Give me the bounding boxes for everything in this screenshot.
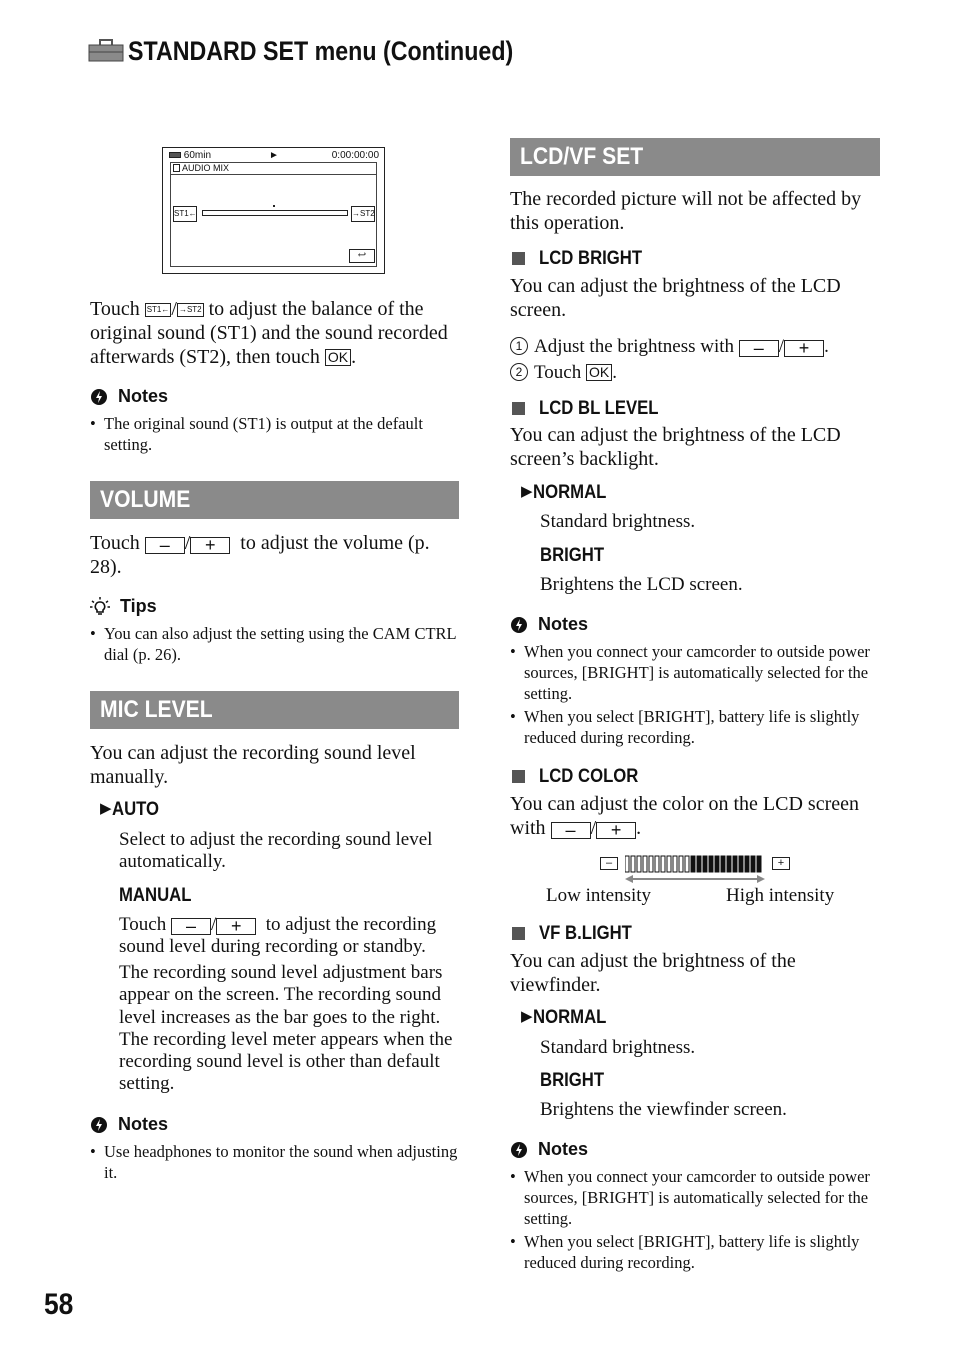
intensity-bar-segment bbox=[727, 856, 731, 872]
page-header bbox=[88, 34, 576, 68]
battery-time: 60min bbox=[183, 150, 212, 161]
audio-mix-instructions: Touch ST1← / →ST2 to adjust the balance of the original sound (ST1) and the sound recorded afterwards (ST2), then touch OK . bbox=[90, 298, 448, 368]
default-marker-icon: ▶ bbox=[521, 484, 533, 500]
square-bullet-icon bbox=[512, 927, 525, 940]
lightbulb-icon bbox=[90, 597, 110, 617]
intensity-bar-segment bbox=[751, 856, 755, 872]
lcd-vf-desc: The recorded picture will not be affected by this operation. bbox=[510, 188, 862, 234]
option-manual-desc: Touch – / + to adjust the recording sound level during recording or standby. bbox=[119, 914, 437, 957]
option-bright: BRIGHT bbox=[540, 545, 605, 566]
plus-button-icon: + bbox=[216, 918, 256, 935]
notes-section bbox=[90, 386, 462, 457]
arrow-left-icon: ← bbox=[188, 209, 197, 218]
intensity-bar-segment bbox=[631, 856, 635, 872]
lcd-color-desc: You can adjust the color on the LCD screen with – / + . bbox=[510, 793, 860, 840]
intensity-bar-segment bbox=[757, 856, 761, 872]
option-manual: MANUAL bbox=[119, 885, 192, 906]
volume-section-title: VOLUME bbox=[90, 481, 459, 519]
intensity-bar-segment bbox=[679, 856, 683, 872]
minus-button-icon: – bbox=[551, 822, 591, 839]
notes-icon bbox=[510, 616, 528, 634]
intensity-bar-segment bbox=[709, 856, 713, 872]
mic-level-section-title: MIC LEVEL bbox=[90, 691, 459, 729]
return-icon: ↩ bbox=[357, 250, 367, 261]
play-icon: ► bbox=[269, 150, 279, 161]
intensity-bar-segment bbox=[733, 856, 737, 872]
square-bullet-icon bbox=[512, 252, 525, 265]
intensity-bar-segment bbox=[697, 856, 701, 872]
intensity-bar-segment bbox=[673, 856, 677, 872]
lcd-bright-step-1: 1 Adjust the brightness with – / + . bbox=[510, 336, 829, 358]
list-item: • When you select [BRIGHT], battery life is slightly reduced during recording. bbox=[510, 1231, 880, 1273]
lcd-bright-desc: You can adjust the brightness of the LCD screen. bbox=[510, 275, 841, 321]
intensity-bar-segment bbox=[685, 856, 689, 872]
intensity-bar-segment bbox=[691, 856, 695, 872]
lcd-bl-level-heading: LCD BL LEVEL bbox=[512, 398, 675, 420]
minus-button-icon: – bbox=[171, 918, 211, 935]
default-marker-icon: ▶ bbox=[100, 801, 112, 817]
lcd-bright-heading: LCD BRIGHT bbox=[512, 248, 656, 270]
notes-section bbox=[510, 614, 880, 750]
timecode: 0:00:00:00 bbox=[331, 150, 379, 161]
option-manual-desc-2: The recording sound level adjustment bars appear on the screen. The recording sound level increases as the bar goes to the right. The recording level meter appears when the recording sound level is other than default setting. bbox=[119, 962, 453, 1095]
page-number: 58 bbox=[44, 1288, 74, 1321]
notes-heading: Notes bbox=[118, 386, 169, 406]
page-title: STANDARD SET menu (Continued) bbox=[128, 35, 514, 66]
notes-icon bbox=[90, 388, 108, 406]
mic-level-desc: You can adjust the recording sound level manually. bbox=[90, 742, 416, 788]
ok-icon: OK bbox=[325, 349, 351, 366]
color-scale-illustration bbox=[600, 853, 792, 885]
intensity-bar-segment bbox=[661, 856, 665, 872]
lcd-screen-illustration bbox=[162, 147, 385, 274]
return-button[interactable] bbox=[349, 249, 375, 263]
step-number-icon: 1 bbox=[510, 337, 528, 355]
scale-minus-box: – bbox=[600, 857, 618, 870]
st2-icon: →ST2 bbox=[177, 303, 204, 317]
tips-section bbox=[90, 596, 462, 667]
intensity-bar-segment bbox=[643, 856, 647, 872]
plus-button-icon: + bbox=[596, 822, 636, 839]
intensity-bar-segment bbox=[637, 856, 641, 872]
lcd-vf-section-title: LCD/VF SET bbox=[510, 138, 880, 176]
plus-button-icon: + bbox=[190, 537, 230, 554]
arrow-right-icon: → bbox=[352, 209, 360, 218]
intensity-bar-segment bbox=[715, 856, 719, 872]
intensity-bar-segment bbox=[745, 856, 749, 872]
st1-icon: ST1← bbox=[145, 303, 172, 317]
notes-heading: Notes bbox=[538, 1139, 589, 1159]
intensity-bar-segment bbox=[625, 856, 629, 872]
list-item: • When you select [BRIGHT], battery life is slightly reduced during recording. bbox=[510, 706, 880, 748]
notes-heading: Notes bbox=[538, 614, 589, 634]
scale-plus-box: + bbox=[772, 857, 790, 870]
list-item: • Use headphones to monitor the sound when adjusting it. bbox=[90, 1141, 462, 1183]
option-auto-desc: Select to adjust the recording sound level automatically. bbox=[119, 829, 433, 872]
intensity-bar-icon bbox=[625, 855, 763, 873]
notes-icon bbox=[90, 1116, 108, 1134]
high-intensity-label: High intensity bbox=[726, 885, 835, 906]
option-normal-desc: Standard brightness. bbox=[540, 511, 696, 532]
minus-button-icon: – bbox=[739, 340, 779, 357]
volume-instructions: Touch – / + to adjust the volume (p. 28). bbox=[90, 532, 430, 578]
step-number-icon: 2 bbox=[510, 363, 528, 381]
vf-blight-heading: VF B.LIGHT bbox=[512, 923, 645, 945]
ok-icon: OK bbox=[586, 364, 612, 381]
plus-button-icon: + bbox=[784, 340, 824, 357]
option-normal: ▶NORMAL bbox=[521, 482, 606, 503]
notes-list bbox=[510, 1166, 880, 1273]
tips-heading: Tips bbox=[120, 596, 157, 616]
balance-slider[interactable] bbox=[202, 210, 348, 216]
toolbox-icon bbox=[88, 39, 124, 63]
option-normal-desc: Standard brightness. bbox=[540, 1037, 696, 1058]
screen-menu-label: AUDIO MIX bbox=[171, 163, 376, 175]
notes-list bbox=[90, 413, 462, 455]
st1-button[interactable]: ST1← bbox=[173, 206, 197, 222]
option-bright-desc: Brightens the viewfinder screen. bbox=[540, 1099, 787, 1120]
intensity-bar-segment bbox=[739, 856, 743, 872]
intensity-bar-segment bbox=[655, 856, 659, 872]
option-bright: BRIGHT bbox=[540, 1070, 605, 1091]
notes-section bbox=[510, 1139, 880, 1275]
menu-icon bbox=[173, 164, 180, 172]
notes-section bbox=[90, 1114, 462, 1185]
square-bullet-icon bbox=[512, 402, 525, 415]
list-item: • The original sound (ST1) is output at the default setting. bbox=[90, 413, 462, 455]
minus-button-icon: – bbox=[145, 537, 185, 554]
vf-blight-desc: You can adjust the brightness of the viewfinder. bbox=[510, 950, 796, 996]
intensity-bar-segment bbox=[649, 856, 653, 872]
list-item: • When you connect your camcorder to outside power sources, [BRIGHT] is automatically selected for the setting. bbox=[510, 641, 880, 704]
intensity-bar-segment bbox=[667, 856, 671, 872]
screen-menu-frame bbox=[170, 162, 377, 267]
notes-list bbox=[90, 1141, 462, 1183]
notes-heading: Notes bbox=[118, 1114, 169, 1134]
option-normal: ▶NORMAL bbox=[521, 1007, 606, 1028]
list-item: • When you connect your camcorder to outside power sources, [BRIGHT] is automatically selected for the setting. bbox=[510, 1166, 880, 1229]
st2-button[interactable]: →ST2 bbox=[351, 206, 375, 222]
option-auto: ▶AUTO bbox=[100, 799, 159, 820]
lcd-color-heading: LCD COLOR bbox=[512, 766, 652, 788]
low-intensity-label: Low intensity bbox=[546, 885, 652, 906]
notes-list bbox=[510, 641, 880, 748]
balance-marker bbox=[273, 205, 275, 207]
double-arrow-icon bbox=[625, 874, 765, 884]
battery-icon bbox=[169, 152, 181, 158]
screen-status-bar bbox=[169, 150, 379, 162]
default-marker-icon: ▶ bbox=[521, 1009, 533, 1025]
square-bullet-icon bbox=[512, 770, 525, 783]
lcd-bright-step-2: 2 Touch OK . bbox=[510, 362, 617, 384]
intensity-bar-segment bbox=[721, 856, 725, 872]
lcd-bl-level-desc: You can adjust the brightness of the LCD screen’s backlight. bbox=[510, 424, 841, 470]
list-item: • You can also adjust the setting using the CAM CTRL dial (p. 26). bbox=[90, 623, 462, 665]
intensity-bar-segment bbox=[703, 856, 707, 872]
tips-list bbox=[90, 623, 462, 665]
notes-icon bbox=[510, 1141, 528, 1159]
option-bright-desc: Brightens the LCD screen. bbox=[540, 574, 743, 595]
